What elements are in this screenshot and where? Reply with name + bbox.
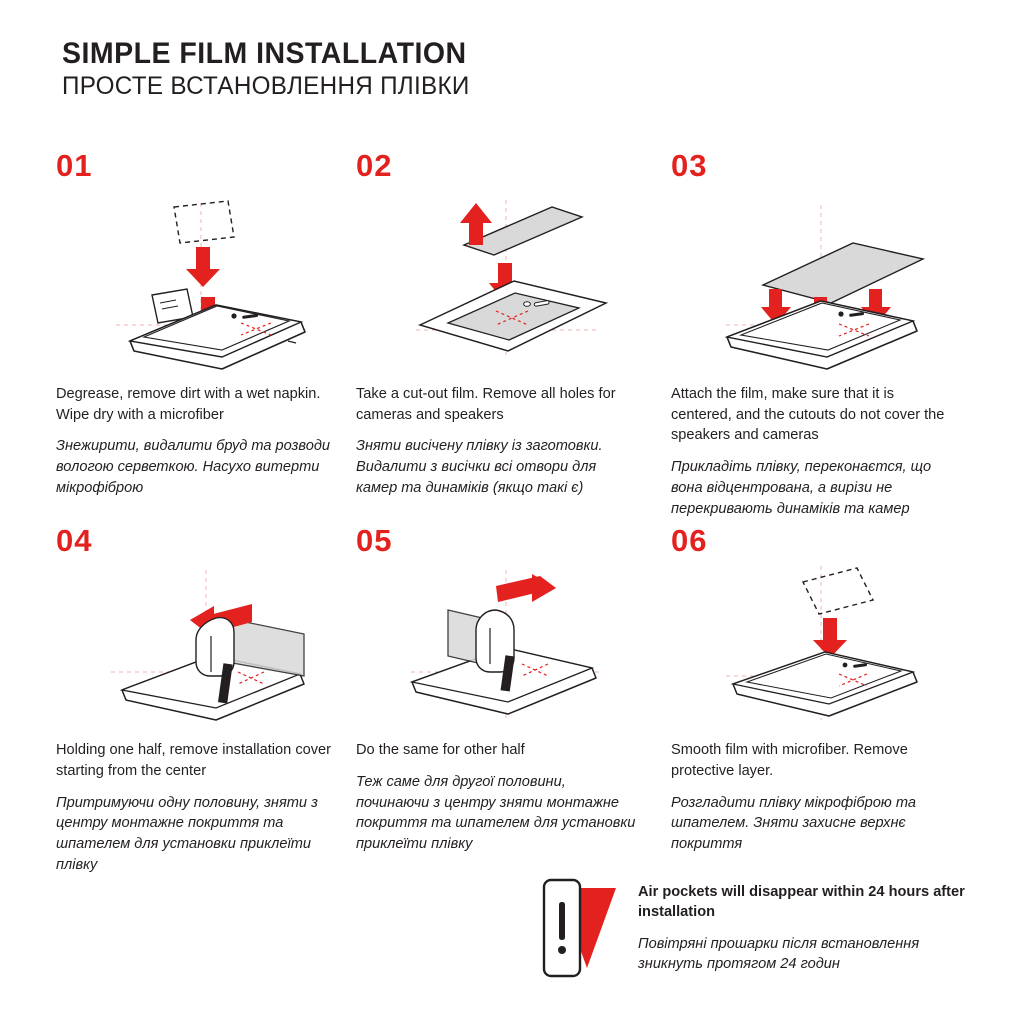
step-card-05 <box>356 525 671 875</box>
step-text-uk-05: Теж саме для другої половини, починаючи з центру зняти монтажне покриття та шпателем для установки приклеїти плівку <box>356 774 636 853</box>
steps-grid <box>56 150 976 876</box>
step-illustration-01 <box>56 185 346 380</box>
step-card-02 <box>356 150 671 519</box>
step-text-uk-01: Знежирити, видалити бруд та розводи вологою серветкою. Насухо витерти мікрофіброю <box>56 438 331 496</box>
step-number-05: 05 <box>356 523 393 559</box>
step-illustration-05 <box>356 560 646 736</box>
step-text-uk-04: Притримуючи одну половину, зняти з центру монтажне покриття та шпателем для установки приклеїти плівку <box>56 794 318 873</box>
step-text-uk-03: Прикладіть плівку, переконаєтся, що вона відцентрована, а вирізи не перекривають динаміків та камер <box>671 459 932 517</box>
footer-text-en: Air pockets will disappear within 24 hours after installation <box>638 884 965 921</box>
step-illustration-03 <box>671 185 961 380</box>
step-illustration-04 <box>56 560 346 736</box>
step-text-en-02: Take a cut-out film. Remove all holes for cameras and speakers <box>356 386 616 423</box>
step-illustration-06 <box>671 560 961 736</box>
footer-warning <box>520 876 990 981</box>
step-number-01: 01 <box>56 148 93 183</box>
step-card-01 <box>56 150 356 519</box>
step-number-02: 02 <box>356 148 393 183</box>
poster-header <box>62 38 962 100</box>
title-english: SIMPLE FILM INSTALLATION <box>62 37 467 70</box>
step-number-04: 04 <box>56 523 93 559</box>
step-card-06 <box>671 525 976 875</box>
step-text-en-05: Do the same for other half <box>356 742 525 759</box>
step-text-uk-02: Зняти висічену плівку із заготовки. Видалити з висічки всі отвори для камер та динаміків (якщо такі є) <box>356 438 603 496</box>
warning-triangle-icon <box>520 876 620 981</box>
step-card-03 <box>671 150 976 519</box>
step-text-en-06: Smooth film with microfiber. Remove protective layer. <box>671 742 908 780</box>
step-illustration-02 <box>356 185 646 380</box>
step-text-en-04: Holding one half, remove installation cover starting from the center <box>56 742 332 780</box>
footer-text-block <box>638 876 968 975</box>
step-text-en-03: Attach the film, make sure that it is centered, and the cutouts do not cover the speakers and cameras <box>671 386 945 444</box>
footer-text-uk: Повітряні прошарки після встановлення зникнуть протягом 24 годин <box>638 935 920 973</box>
step-text-en-01: Degrease, remove dirt with a wet napkin. Wipe dry with a microfiber <box>56 386 321 423</box>
title-ukrainian: ПРОСТЕ ВСТАНОВЛЕННЯ ПЛІВКИ <box>62 71 470 100</box>
step-number-06: 06 <box>671 523 708 559</box>
step-card-04 <box>56 525 356 875</box>
step-text-uk-06: Розгладити плівку мікрофіброю та шпателем. Зняти захисне верхнє покриття <box>671 794 916 853</box>
step-number-03: 03 <box>671 148 708 183</box>
